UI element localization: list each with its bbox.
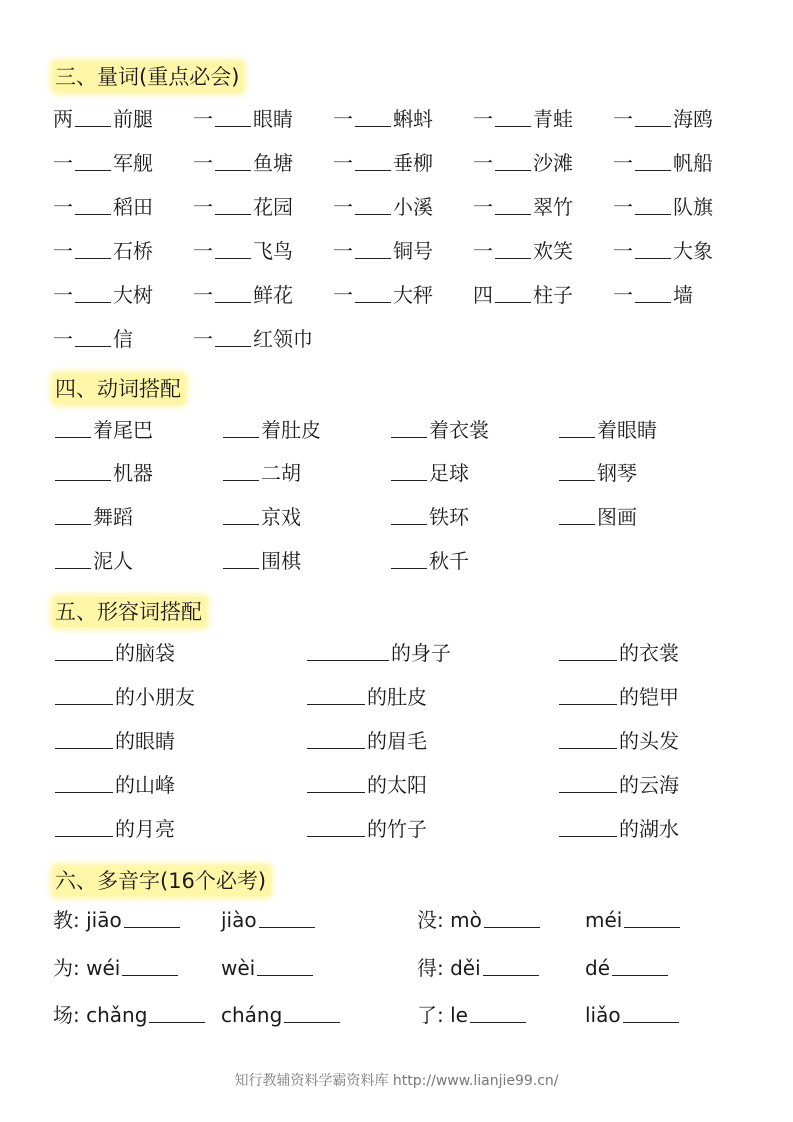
answer-blank[interactable]	[223, 460, 259, 481]
modified-noun: 的山峰	[115, 773, 175, 797]
numeral: 一	[333, 107, 353, 131]
modified-noun: 的小朋友	[115, 685, 195, 709]
answer-blank[interactable]	[55, 816, 113, 837]
verb-object: 秋千	[429, 549, 469, 573]
answer-blank[interactable]	[495, 106, 531, 127]
noun: 大秤	[393, 283, 433, 307]
measure-word-item	[613, 148, 713, 178]
answer-blank[interactable]	[559, 417, 595, 438]
section-5-title: 五、形容词搭配	[53, 597, 206, 627]
measure-word-item	[613, 280, 693, 310]
verb-object: 着肚皮	[261, 418, 321, 442]
numeral: 一	[333, 151, 353, 175]
answer-blank[interactable]	[149, 1002, 205, 1023]
answer-blank[interactable]	[355, 194, 391, 215]
adjective-pair-item	[557, 726, 679, 756]
noun: 队旗	[673, 195, 713, 219]
answer-blank[interactable]	[75, 326, 111, 347]
pinyin-reading: 教: jiāo	[53, 908, 122, 932]
numeral: 一	[193, 107, 213, 131]
numeral: 一	[613, 239, 633, 263]
adjective-pair-item	[557, 638, 679, 668]
answer-blank[interactable]	[355, 150, 391, 171]
measure-word-item	[333, 192, 433, 222]
measure-word-item	[473, 104, 573, 134]
adjective-pair-item	[557, 814, 679, 844]
noun: 信	[113, 327, 133, 351]
pinyin-reading: 没: mò	[417, 908, 482, 932]
pinyin-reading: jiào	[221, 908, 257, 932]
section-3-title: 三、量词(重点必会)	[53, 62, 243, 92]
verb-object: 舞蹈	[93, 505, 133, 529]
verb-object: 足球	[429, 461, 469, 485]
numeral: 一	[473, 195, 493, 219]
noun: 垂柳	[393, 151, 433, 175]
answer-blank[interactable]	[470, 1002, 526, 1023]
noun: 欢笑	[533, 239, 573, 263]
answer-blank[interactable]	[124, 907, 180, 928]
adjective-pair-item	[53, 770, 175, 800]
noun: 沙滩	[533, 151, 573, 175]
pinyin-reading: 为: wéi	[53, 956, 121, 980]
adjective-pair-item	[557, 770, 679, 800]
measure-word-item	[473, 148, 573, 178]
polyphone-item	[585, 1000, 681, 1030]
noun: 前腿	[113, 107, 153, 131]
numeral: 一	[193, 239, 213, 263]
answer-blank[interactable]	[307, 728, 365, 749]
modified-noun: 的云海	[619, 773, 679, 797]
answer-blank[interactable]	[55, 548, 91, 569]
answer-blank[interactable]	[484, 907, 540, 928]
pinyin-reading: 得: děi	[417, 956, 481, 980]
adjective-pair-item	[53, 814, 175, 844]
answer-blank[interactable]	[257, 955, 313, 976]
numeral: 一	[193, 151, 213, 175]
noun: 石桥	[113, 239, 153, 263]
answer-blank[interactable]	[612, 955, 668, 976]
verb-pair-item	[389, 458, 469, 488]
pinyin-reading: liǎo	[585, 1003, 621, 1027]
polyphone-item	[53, 953, 180, 983]
answer-blank[interactable]	[355, 238, 391, 259]
answer-blank[interactable]	[307, 640, 389, 661]
answer-blank[interactable]	[307, 816, 365, 837]
verb-pair-item	[389, 415, 489, 445]
answer-blank[interactable]	[55, 640, 113, 661]
answer-blank[interactable]	[55, 772, 113, 793]
noun: 大树	[113, 283, 153, 307]
noun: 红领巾	[253, 327, 313, 351]
verb-pair-item	[53, 415, 153, 445]
answer-blank[interactable]	[495, 238, 531, 259]
adjective-pair-item	[305, 726, 427, 756]
numeral: 一	[193, 283, 213, 307]
noun: 柱子	[533, 283, 573, 307]
measure-word-item	[613, 192, 713, 222]
footer-source: 知行教辅资料学霸资料库 http://www.lianjie99.cn/	[234, 1073, 559, 1089]
answer-blank[interactable]	[215, 238, 251, 259]
answer-blank[interactable]	[284, 1002, 340, 1023]
measure-word-item	[193, 324, 313, 354]
numeral: 一	[613, 151, 633, 175]
numeral: 一	[193, 327, 213, 351]
answer-blank[interactable]	[559, 772, 617, 793]
answer-blank[interactable]	[307, 684, 365, 705]
measure-word-item	[333, 104, 433, 134]
noun: 墙	[673, 283, 693, 307]
polyphone-item	[585, 905, 682, 935]
verb-object: 图画	[597, 505, 637, 529]
pinyin-reading: méi	[585, 908, 623, 932]
answer-blank[interactable]	[215, 282, 251, 303]
answer-blank[interactable]	[559, 816, 617, 837]
verb-pair-item	[557, 415, 657, 445]
measure-word-item	[473, 280, 573, 310]
numeral: 一	[473, 151, 493, 175]
answer-blank[interactable]	[75, 194, 111, 215]
answer-blank[interactable]	[391, 417, 427, 438]
answer-blank[interactable]	[55, 504, 91, 525]
answer-blank[interactable]	[495, 282, 531, 303]
verb-object: 铁环	[429, 505, 469, 529]
numeral: 一	[53, 195, 73, 219]
measure-word-item	[193, 236, 293, 266]
measure-word-item	[333, 280, 433, 310]
verb-pair-item	[557, 502, 637, 532]
answer-blank[interactable]	[223, 548, 259, 569]
answer-blank[interactable]	[391, 504, 427, 525]
answer-blank[interactable]	[483, 955, 539, 976]
verb-object: 京戏	[261, 505, 301, 529]
verb-object: 二胡	[261, 461, 301, 485]
answer-blank[interactable]	[307, 772, 365, 793]
modified-noun: 的衣裳	[619, 641, 679, 665]
numeral: 一	[613, 107, 633, 131]
answer-blank[interactable]	[215, 326, 251, 347]
verb-pair-item	[221, 458, 301, 488]
verb-object: 着尾巴	[93, 418, 153, 442]
measure-word-item	[53, 148, 153, 178]
adjective-pair-item	[53, 726, 175, 756]
modified-noun: 的眉毛	[367, 729, 427, 753]
noun: 铜号	[393, 239, 433, 263]
numeral: 一	[613, 195, 633, 219]
polyphone-item	[53, 1000, 207, 1030]
verb-object: 钢琴	[597, 461, 637, 485]
pinyin-reading: dé	[585, 956, 610, 980]
modified-noun: 的眼睛	[115, 729, 175, 753]
modified-noun: 的脑袋	[115, 641, 175, 665]
adjective-pair-item	[557, 682, 679, 712]
answer-blank[interactable]	[559, 640, 617, 661]
answer-blank[interactable]	[391, 460, 427, 481]
measure-word-item	[333, 148, 433, 178]
answer-blank[interactable]	[75, 150, 111, 171]
answer-blank[interactable]	[623, 1002, 679, 1023]
numeral: 一	[613, 283, 633, 307]
measure-word-item	[53, 192, 153, 222]
answer-blank[interactable]	[559, 460, 595, 481]
measure-word-item	[193, 280, 293, 310]
measure-word-item	[333, 236, 433, 266]
answer-blank[interactable]	[391, 548, 427, 569]
numeral: 一	[473, 107, 493, 131]
polyphone-item	[417, 905, 542, 935]
verb-object: 着眼睛	[597, 418, 657, 442]
verb-pair-item	[221, 415, 321, 445]
verb-pair-item	[53, 502, 133, 532]
answer-blank[interactable]	[75, 106, 111, 127]
noun: 鲜花	[253, 283, 293, 307]
measure-word-item	[613, 104, 713, 134]
numeral: 一	[53, 239, 73, 263]
modified-noun: 的身子	[391, 641, 451, 665]
answer-blank[interactable]	[624, 907, 680, 928]
verb-pair-item	[389, 502, 469, 532]
answer-blank[interactable]	[559, 504, 595, 525]
adjective-pair-item	[305, 682, 427, 712]
answer-blank[interactable]	[55, 417, 91, 438]
verb-object: 围棋	[261, 549, 301, 573]
noun: 飞鸟	[253, 239, 293, 263]
answer-blank[interactable]	[559, 728, 617, 749]
answer-blank[interactable]	[75, 282, 111, 303]
answer-blank[interactable]	[495, 150, 531, 171]
numeral: 四	[473, 283, 493, 307]
verb-object: 着衣裳	[429, 418, 489, 442]
measure-word-item	[193, 104, 293, 134]
noun: 稻田	[113, 195, 153, 219]
answer-blank[interactable]	[559, 684, 617, 705]
noun: 军舰	[113, 151, 153, 175]
polyphone-item	[417, 1000, 528, 1030]
pinyin-reading: wèi	[221, 956, 256, 980]
answer-blank[interactable]	[215, 150, 251, 171]
noun: 蝌蚪	[393, 107, 433, 131]
answer-blank[interactable]	[55, 460, 111, 481]
pinyin-reading: 了: le	[417, 1003, 468, 1027]
modified-noun: 的月亮	[115, 817, 175, 841]
numeral: 一	[53, 283, 73, 307]
answer-blank[interactable]	[635, 282, 671, 303]
answer-blank[interactable]	[55, 684, 113, 705]
verb-object: 机器	[113, 461, 153, 485]
numeral: 一	[473, 239, 493, 263]
pinyin-reading: 场: chǎng	[53, 1003, 148, 1027]
answer-blank[interactable]	[55, 728, 113, 749]
adjective-pair-item	[53, 638, 175, 668]
modified-noun: 的肚皮	[367, 685, 427, 709]
numeral: 一	[193, 195, 213, 219]
modified-noun: 的铠甲	[619, 685, 679, 709]
adjective-pair-item	[53, 682, 195, 712]
numeral: 两	[53, 107, 73, 131]
modified-noun: 的头发	[619, 729, 679, 753]
noun: 青蛙	[533, 107, 573, 131]
noun: 翠竹	[533, 195, 573, 219]
answer-blank[interactable]	[635, 194, 671, 215]
polyphone-item	[221, 905, 317, 935]
verb-pair-item	[557, 458, 637, 488]
noun: 眼睛	[253, 107, 293, 131]
measure-word-item	[473, 236, 573, 266]
numeral: 一	[53, 327, 73, 351]
verb-pair-item	[53, 546, 133, 576]
measure-word-item	[53, 104, 153, 134]
polyphone-item	[585, 953, 670, 983]
answer-blank[interactable]	[355, 106, 391, 127]
measure-word-item	[193, 192, 293, 222]
numeral: 一	[333, 195, 353, 219]
measure-word-item	[613, 236, 713, 266]
polyphone-item	[53, 905, 182, 935]
numeral: 一	[53, 151, 73, 175]
answer-blank[interactable]	[75, 238, 111, 259]
numeral: 一	[333, 239, 353, 263]
noun: 花园	[253, 195, 293, 219]
measure-word-item	[53, 280, 153, 310]
answer-blank[interactable]	[215, 106, 251, 127]
verb-object: 泥人	[93, 549, 133, 573]
noun: 大象	[673, 239, 713, 263]
modified-noun: 的太阳	[367, 773, 427, 797]
answer-blank[interactable]	[122, 955, 178, 976]
noun: 小溪	[393, 195, 433, 219]
noun: 帆船	[673, 151, 713, 175]
measure-word-item	[193, 148, 293, 178]
numeral: 一	[333, 283, 353, 307]
answer-blank[interactable]	[223, 504, 259, 525]
measure-word-item	[53, 324, 133, 354]
verb-pair-item	[389, 546, 469, 576]
answer-blank[interactable]	[635, 238, 671, 259]
verb-pair-item	[221, 502, 301, 532]
modified-noun: 的湖水	[619, 817, 679, 841]
noun: 海鸥	[673, 107, 713, 131]
answer-blank[interactable]	[635, 106, 671, 127]
noun: 鱼塘	[253, 151, 293, 175]
answer-blank[interactable]	[215, 194, 251, 215]
answer-blank[interactable]	[259, 907, 315, 928]
modified-noun: 的竹子	[367, 817, 427, 841]
answer-blank[interactable]	[223, 417, 259, 438]
polyphone-item	[221, 1000, 342, 1030]
adjective-pair-item	[305, 638, 451, 668]
polyphone-item	[417, 953, 541, 983]
adjective-pair-item	[305, 770, 427, 800]
measure-word-item	[473, 192, 573, 222]
polyphone-item	[221, 953, 315, 983]
adjective-pair-item	[305, 814, 427, 844]
answer-blank[interactable]	[355, 282, 391, 303]
answer-blank[interactable]	[495, 194, 531, 215]
answer-blank[interactable]	[635, 150, 671, 171]
section-4-title: 四、动词搭配	[53, 374, 185, 404]
measure-word-item	[53, 236, 153, 266]
verb-pair-item	[53, 458, 153, 488]
verb-pair-item	[221, 546, 301, 576]
pinyin-reading: cháng	[221, 1003, 283, 1027]
section-6-title: 六、多音字(16个必考)	[53, 866, 270, 896]
